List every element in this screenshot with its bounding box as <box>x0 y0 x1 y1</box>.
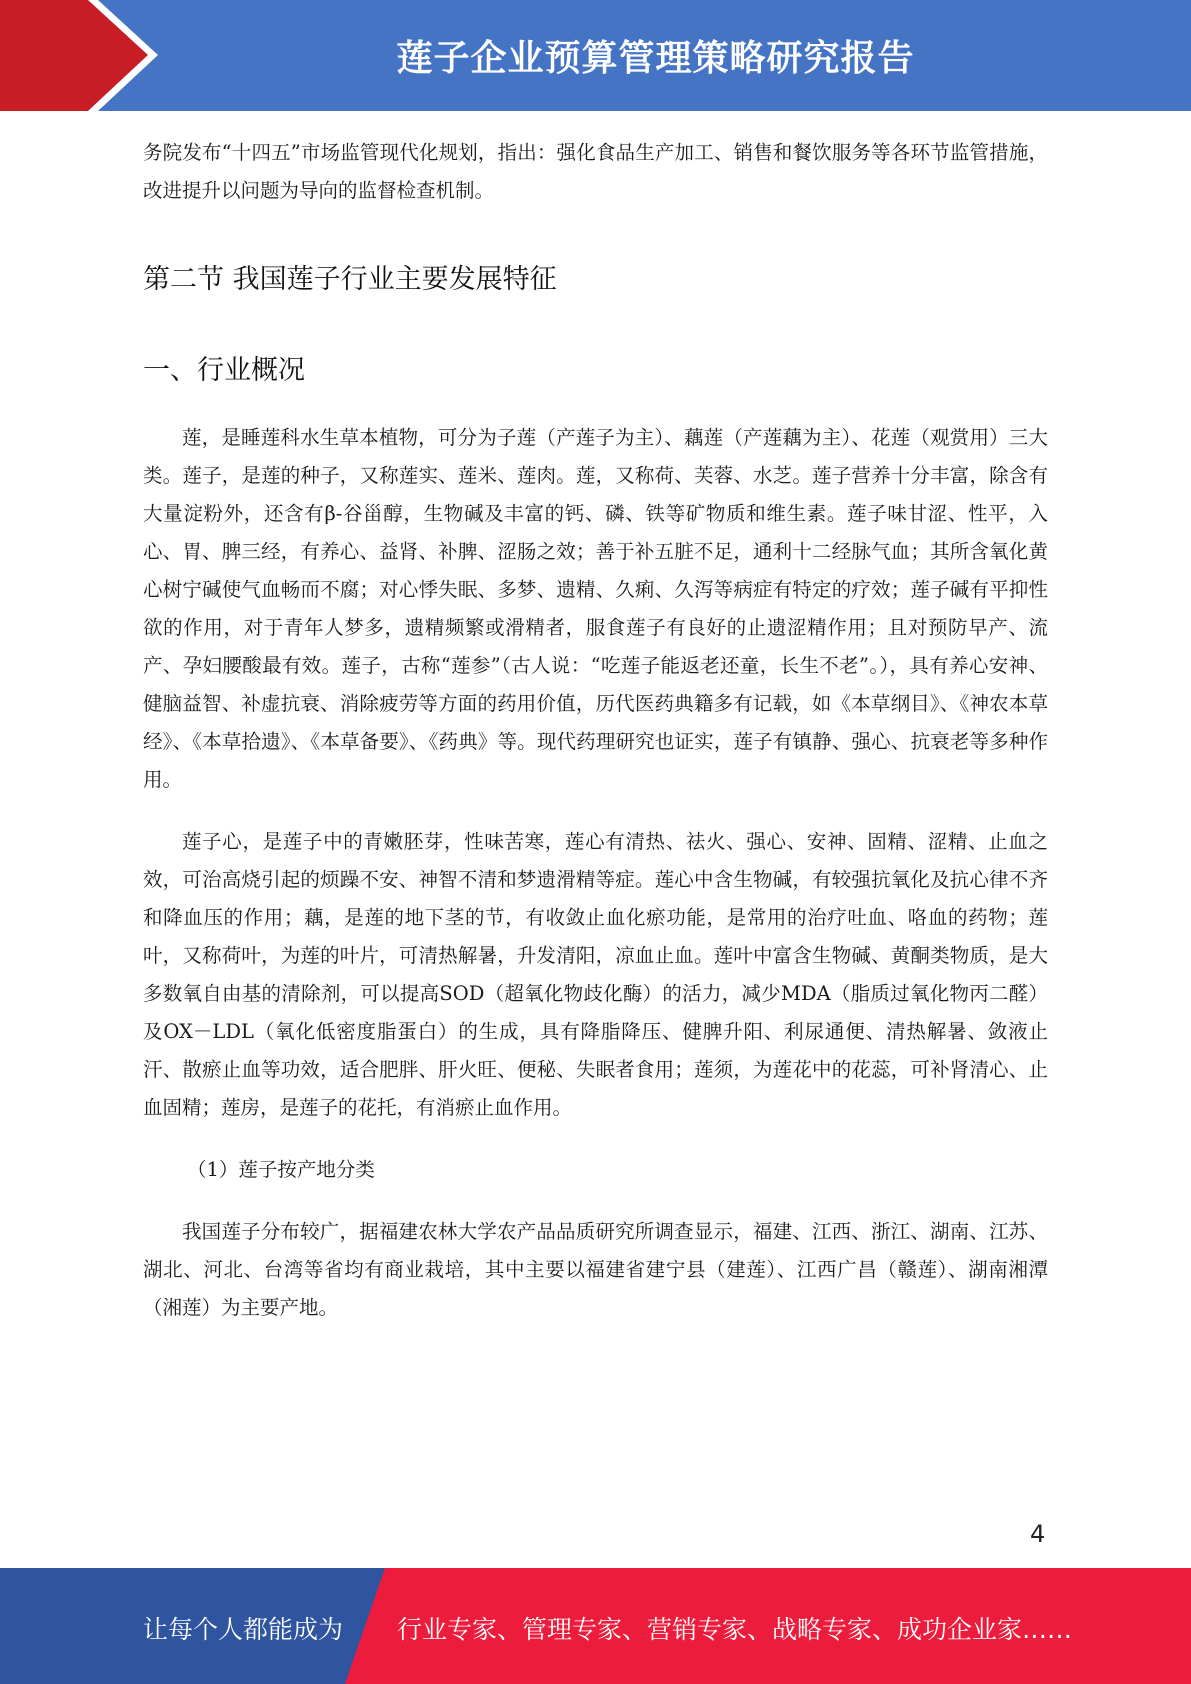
section-title: 第二节 我国莲子行业主要发展特征 <box>143 264 557 295</box>
page-content <box>143 134 1048 1327</box>
paragraph-distribution: 我国莲子分布较广，据福建农林大学农产品品质研究所调查显示，福建、江西、浙江、湖南、江苏、湖北、河北、台湾等省均有商业栽培，其中主要以福建省建宁县（建莲）、江西广昌（赣莲）、湖南湘潭（湘莲）为主要产地。 <box>143 1220 1048 1319</box>
report-title: 莲子企业预算管理策略研究报告 <box>396 38 915 79</box>
paragraph-lotus-overview: 莲，是睡莲科水生草本植物，可分为子莲（产莲子为主）、藕莲（产莲藕为主）、花莲（观赏用）三大类。莲子，是莲的种子，又称莲实、莲米、莲肉。莲，又称荷、芙蓉、水芝。莲子营养十分丰富，除含有大量淀粉外，还含有β-谷甾醇，生物碱及丰富的钙、磷、铁等矿物质和维生素。莲子味甘涩、性平，入心、胃、脾三经，有养心、益肾、补脾、涩肠之效；善于补五脏不足，通利十二经脉气血；其所含氧化黄心树宁碱使气血畅而不腐；对心悸失眠、多梦、遗精、久痢、久泻等病症有特定的疗效；莲子碱有平抑性欲的作用，对于青年人梦多，遗精频繁或滑精者，服食莲子有良好的止遗涩精作用；且对预防早产、流产、孕妇腰酸最有效。莲子，古称“莲参”（古人说：“吃莲子能返老还童，长生不老”。），具有养心安神、健脑益智、补虚抗衰、消除疲劳等方面的药用价值，历代医药典籍多有记载，如《本草纲目》、《神农本草经》、《本草拾遗》、《本草备要》、《药典》等。现代药理研究也证实，莲子有镇静、强心、抗衰老等多种作用。 <box>143 426 1048 791</box>
list-item-origin-classification: （1）莲子按产地分类 <box>187 1158 375 1181</box>
page-header <box>0 0 1191 111</box>
paragraph-continued: 务院发布“十四五”市场监管现代化规划，指出：强化食品生产加工、销售和餐饮服务等各环节监管措施，改进提升以问题为导向的监督检查机制。 <box>143 141 1048 202</box>
paragraph-lotus-heart: 莲子心，是莲子中的青嫩胚芽，性味苦寒，莲心有清热、祛火、强心、安神、固精、涩精、止血之效，可治高烧引起的烦躁不安、神智不清和梦遗滑精等症。莲心中含生物碱，有较强抗氧化及抗心律不齐和降血压的作用；藕，是莲的地下茎的节，有收敛止血化瘀功能，是常用的治疗吐血、咯血的药物；莲叶，又称荷叶，为莲的叶片，可清热解暑，升发清阳，凉血止血。莲叶中富含生物碱、黄酮类物质，是大多数氧自由基的清除剂，可以提高SOD（超氧化物歧化酶）的活力，减少MDA（脂质过氧化物丙二醛）及OX－LDL（氧化低密度脂蛋白）的生成，具有降脂降压、健脾升阳、利尿通便、清热解暑、敛液止汗、散瘀止血等功效，适合肥胖、肝火旺、便秘、失眠者食用；莲须，为莲花中的花蕊，可补肾清心、止血固精；莲房，是莲子的花托，有消瘀止血作用。 <box>143 830 1048 1119</box>
subsection-title: 一、行业概况 <box>143 355 305 386</box>
page-footer <box>0 1568 1191 1684</box>
page-number: 4 <box>1030 1520 1046 1548</box>
footer-slogan-right: 行业专家、管理专家、营销专家、战略专家、成功企业家…… <box>397 1615 1073 1644</box>
footer-slogan-left: 让每个人都能成为 <box>143 1615 344 1644</box>
